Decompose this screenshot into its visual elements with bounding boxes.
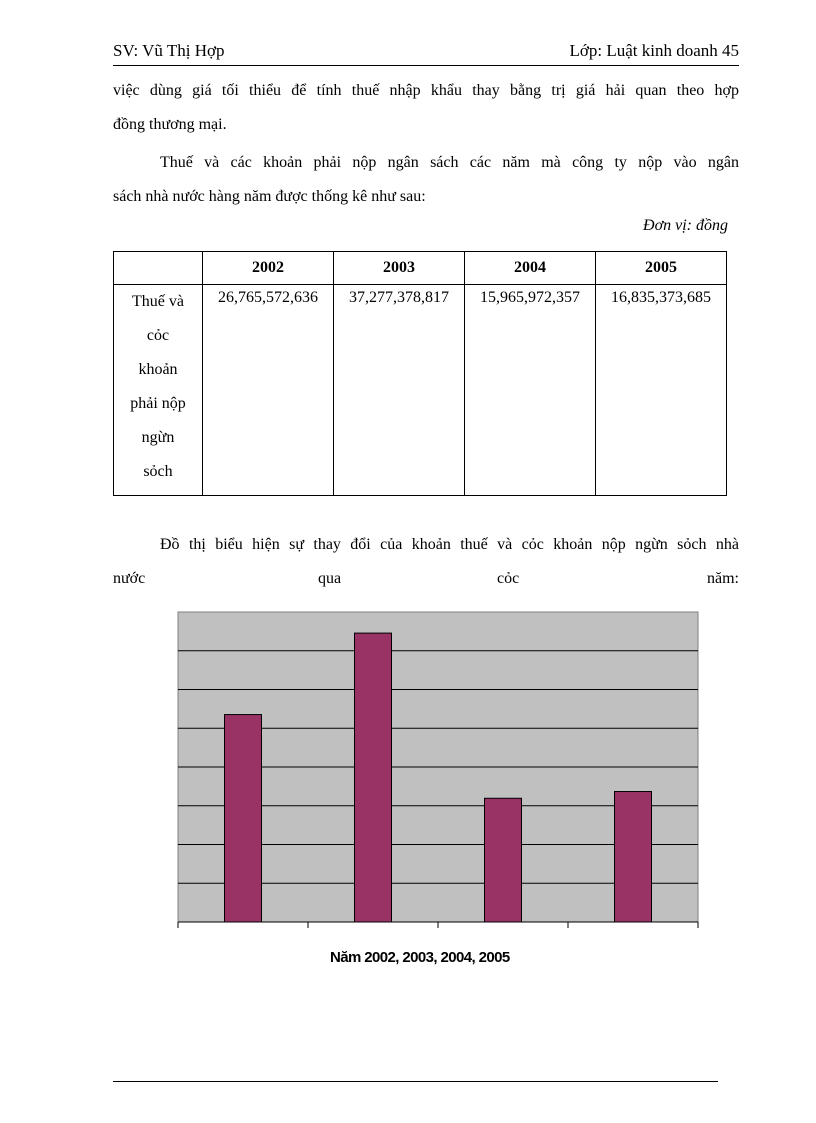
- row-label-line: phải nộp: [130, 395, 186, 412]
- row-label-line: cỏc: [146, 327, 170, 344]
- chart-x-axis-label: Năm 2002, 2003, 2004, 2005: [330, 949, 510, 966]
- row-label-line: khoản: [138, 361, 178, 378]
- value-2005: 16,835,373,685: [596, 285, 727, 496]
- word-cac: cỏc: [497, 570, 520, 587]
- class-name: Lớp: Luật kinh doanh 45: [569, 41, 739, 60]
- footer-rule: [113, 1081, 718, 1082]
- table-header-cell: 2003: [334, 252, 465, 285]
- chart-bar-2003: [355, 633, 392, 922]
- value-2003: 37,277,378,817: [334, 285, 465, 496]
- row-label-line: ngừn: [141, 429, 175, 446]
- paragraph-1-line-2: đồng thương mại.: [113, 116, 227, 133]
- word-nam: năm:: [707, 570, 739, 587]
- table-header-cell: 2004: [465, 252, 596, 285]
- unit-label: Đơn vị: đồng: [643, 217, 728, 234]
- word-qua: qua: [318, 570, 342, 587]
- paragraph-2-line-1: Thuế và các khoản phải nộp ngân sách các năm mà công ty nộp vào ngân: [160, 154, 739, 171]
- paragraph-1-line-1: việc dùng giá tối thiểu để tính thuế nhập khẩu thay bằng trị giá hải quan theo hợp: [113, 82, 739, 99]
- value-2004: 15,965,972,357: [465, 285, 596, 496]
- paragraph-2-line-2: sách nhà nước hàng năm được thống kê như sau:: [113, 188, 426, 205]
- word-nuoc: nước: [113, 570, 146, 587]
- value-2002: 26,765,572,636: [203, 285, 334, 496]
- paragraph-3-line-1: Đồ thị biểu hiện sự thay đổi của khoản thuế và cỏc khoản nộp ngừn sỏch nhà: [160, 536, 739, 553]
- chart-layer: [178, 612, 698, 928]
- table-header-cell: 2002: [203, 252, 334, 285]
- chart-bar-2005: [615, 792, 652, 922]
- chart-bar-2002: [225, 715, 262, 922]
- student-name: SV: Vũ Thị Hợp: [113, 41, 225, 60]
- chart-bar-2004: [485, 798, 522, 922]
- row-label-line: Thuế và: [132, 293, 184, 310]
- table-header-cell: 2005: [596, 252, 727, 285]
- row-label-line: sỏch: [143, 463, 173, 480]
